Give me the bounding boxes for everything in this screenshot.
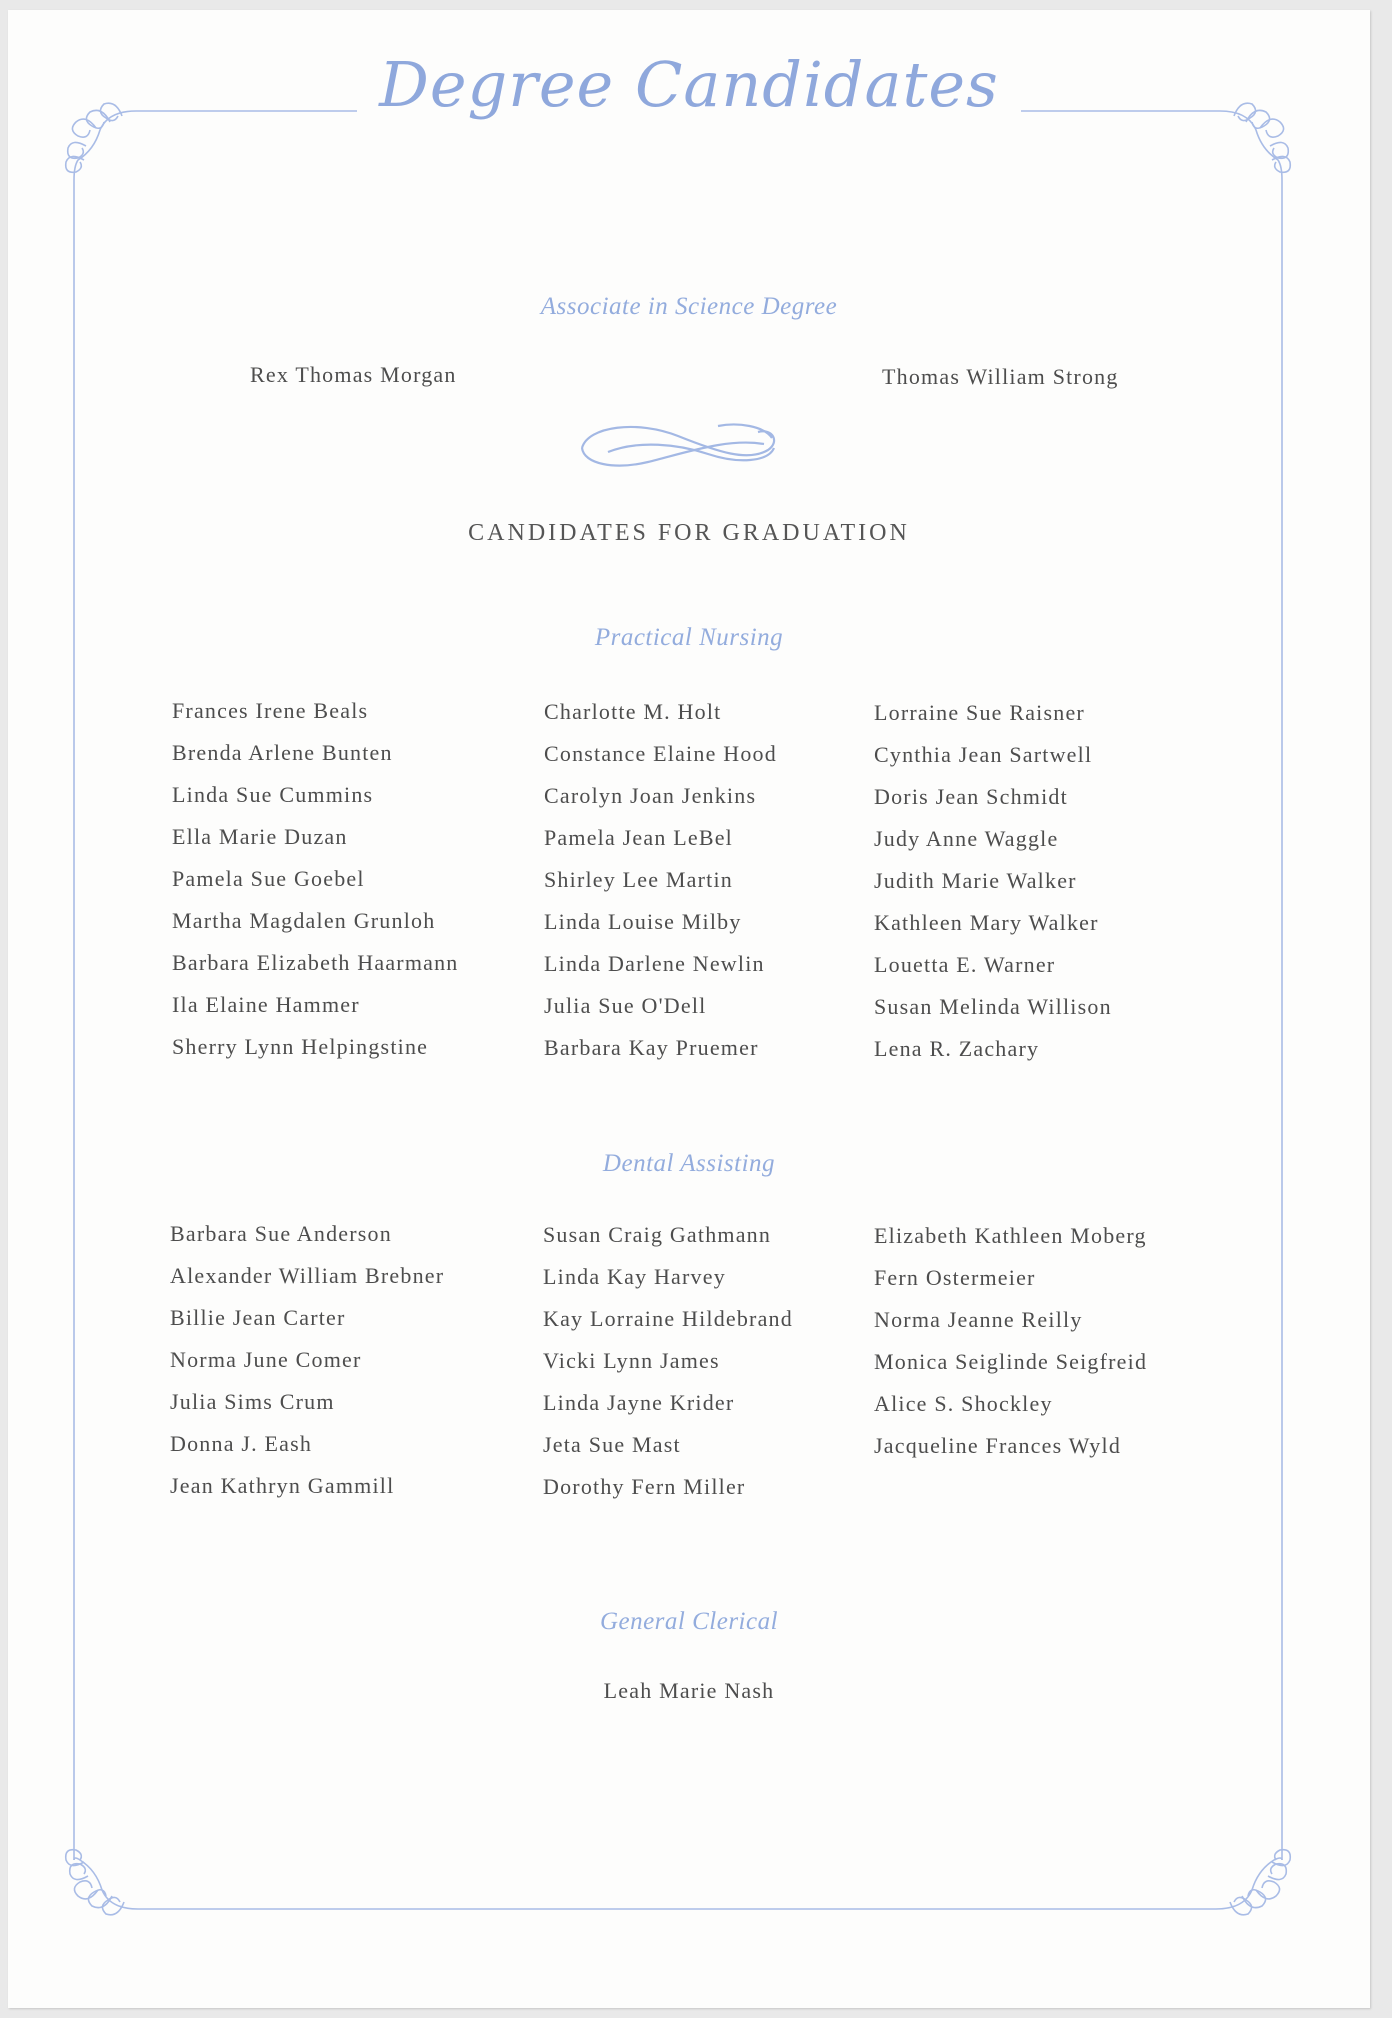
- list-item: Monica Seiglinde Seigfreid: [874, 1349, 1148, 1374]
- practical-nursing-col-2: [544, 691, 777, 1069]
- list-item: Alexander William Brebner: [170, 1263, 445, 1288]
- list-item: Kay Lorraine Hildebrand: [543, 1306, 793, 1331]
- page-title-text: Degree Candidates: [357, 48, 1021, 121]
- list-item: Shirley Lee Martin: [544, 867, 733, 892]
- list-item: Sherry Lynn Helpingstine: [172, 1034, 429, 1059]
- practical-nursing-col-3: [874, 692, 1112, 1070]
- associate-name-2: Thomas William Strong: [882, 364, 1119, 389]
- associate-name-1: Rex Thomas Morgan: [250, 362, 457, 387]
- list-item: Elizabeth Kathleen Moberg: [874, 1223, 1147, 1248]
- list-item: Jacqueline Frances Wyld: [874, 1433, 1122, 1458]
- list-item: Susan Craig Gathmann: [543, 1222, 772, 1247]
- associate-heading: Associate in Science Degree: [540, 293, 838, 320]
- list-item: Constance Elaine Hood: [544, 741, 777, 766]
- list-item: Susan Melinda Willison: [874, 994, 1112, 1019]
- list-item: Linda Jayne Krider: [543, 1390, 735, 1415]
- list-item: Cynthia Jean Sartwell: [874, 742, 1093, 767]
- list-item: Lorraine Sue Raisner: [874, 700, 1085, 725]
- list-item: Frances Irene Beals: [172, 698, 369, 723]
- program-page: [8, 10, 1370, 2008]
- dental-assisting-heading: Dental Assisting: [602, 1150, 776, 1177]
- list-item: Jean Kathryn Gammill: [170, 1473, 395, 1498]
- list-item: Linda Kay Harvey: [543, 1264, 726, 1289]
- list-item: Norma Jeanne Reilly: [874, 1307, 1083, 1332]
- list-item: Vicki Lynn James: [543, 1348, 720, 1373]
- general-clerical-heading: General Clerical: [599, 1608, 779, 1635]
- list-item: Norma June Comer: [170, 1347, 362, 1372]
- list-item: Donna J. Eash: [170, 1431, 313, 1456]
- list-item: Carolyn Joan Jenkins: [544, 783, 757, 808]
- list-item: Doris Jean Schmidt: [874, 784, 1068, 809]
- list-item: Charlotte M. Holt: [544, 699, 722, 724]
- list-item: Judith Marie Walker: [874, 868, 1077, 893]
- list-item: Barbara Elizabeth Haarmann: [172, 950, 459, 975]
- list-item: Kathleen Mary Walker: [874, 910, 1099, 935]
- page-title: [8, 48, 1370, 121]
- list-item: Brenda Arlene Bunten: [172, 740, 393, 765]
- list-item: Linda Sue Cummins: [172, 782, 374, 807]
- list-item: Linda Louise Milby: [544, 909, 742, 934]
- list-item: Fern Ostermeier: [874, 1265, 1036, 1290]
- list-item: Louetta E. Warner: [874, 952, 1056, 977]
- practical-nursing-col-1: [172, 690, 459, 1068]
- list-item: Barbara Sue Anderson: [170, 1221, 392, 1246]
- dental-assisting-col-3: [874, 1215, 1147, 1467]
- practical-nursing-heading: Practical Nursing: [594, 624, 784, 651]
- list-item: Alice S. Shockley: [874, 1391, 1053, 1416]
- list-item: Martha Magdalen Grunloh: [172, 908, 436, 933]
- dental-assisting-col-2: [543, 1214, 793, 1508]
- list-item: Jeta Sue Mast: [543, 1432, 681, 1457]
- general-clerical-name-1: Leah Marie Nash: [603, 1678, 775, 1703]
- list-item: Dorothy Fern Miller: [543, 1474, 746, 1499]
- list-item: Lena R. Zachary: [874, 1036, 1040, 1061]
- list-item: Ella Marie Duzan: [172, 824, 348, 849]
- graduation-heading: CANDIDATES FOR GRADUATION: [468, 520, 910, 546]
- list-item: Judy Anne Waggle: [874, 826, 1059, 851]
- dental-assisting-col-1: [170, 1213, 444, 1507]
- list-item: Linda Darlene Newlin: [544, 951, 765, 976]
- flourish-ornament: [568, 418, 788, 478]
- list-item: Barbara Kay Pruemer: [544, 1035, 759, 1060]
- list-item: Billie Jean Carter: [170, 1305, 346, 1330]
- list-item: Julia Sue O'Dell: [544, 993, 707, 1018]
- list-item: Pamela Jean LeBel: [544, 825, 733, 850]
- list-item: Julia Sims Crum: [170, 1389, 335, 1414]
- list-item: Ila Elaine Hammer: [172, 992, 360, 1017]
- list-item: Pamela Sue Goebel: [172, 866, 365, 891]
